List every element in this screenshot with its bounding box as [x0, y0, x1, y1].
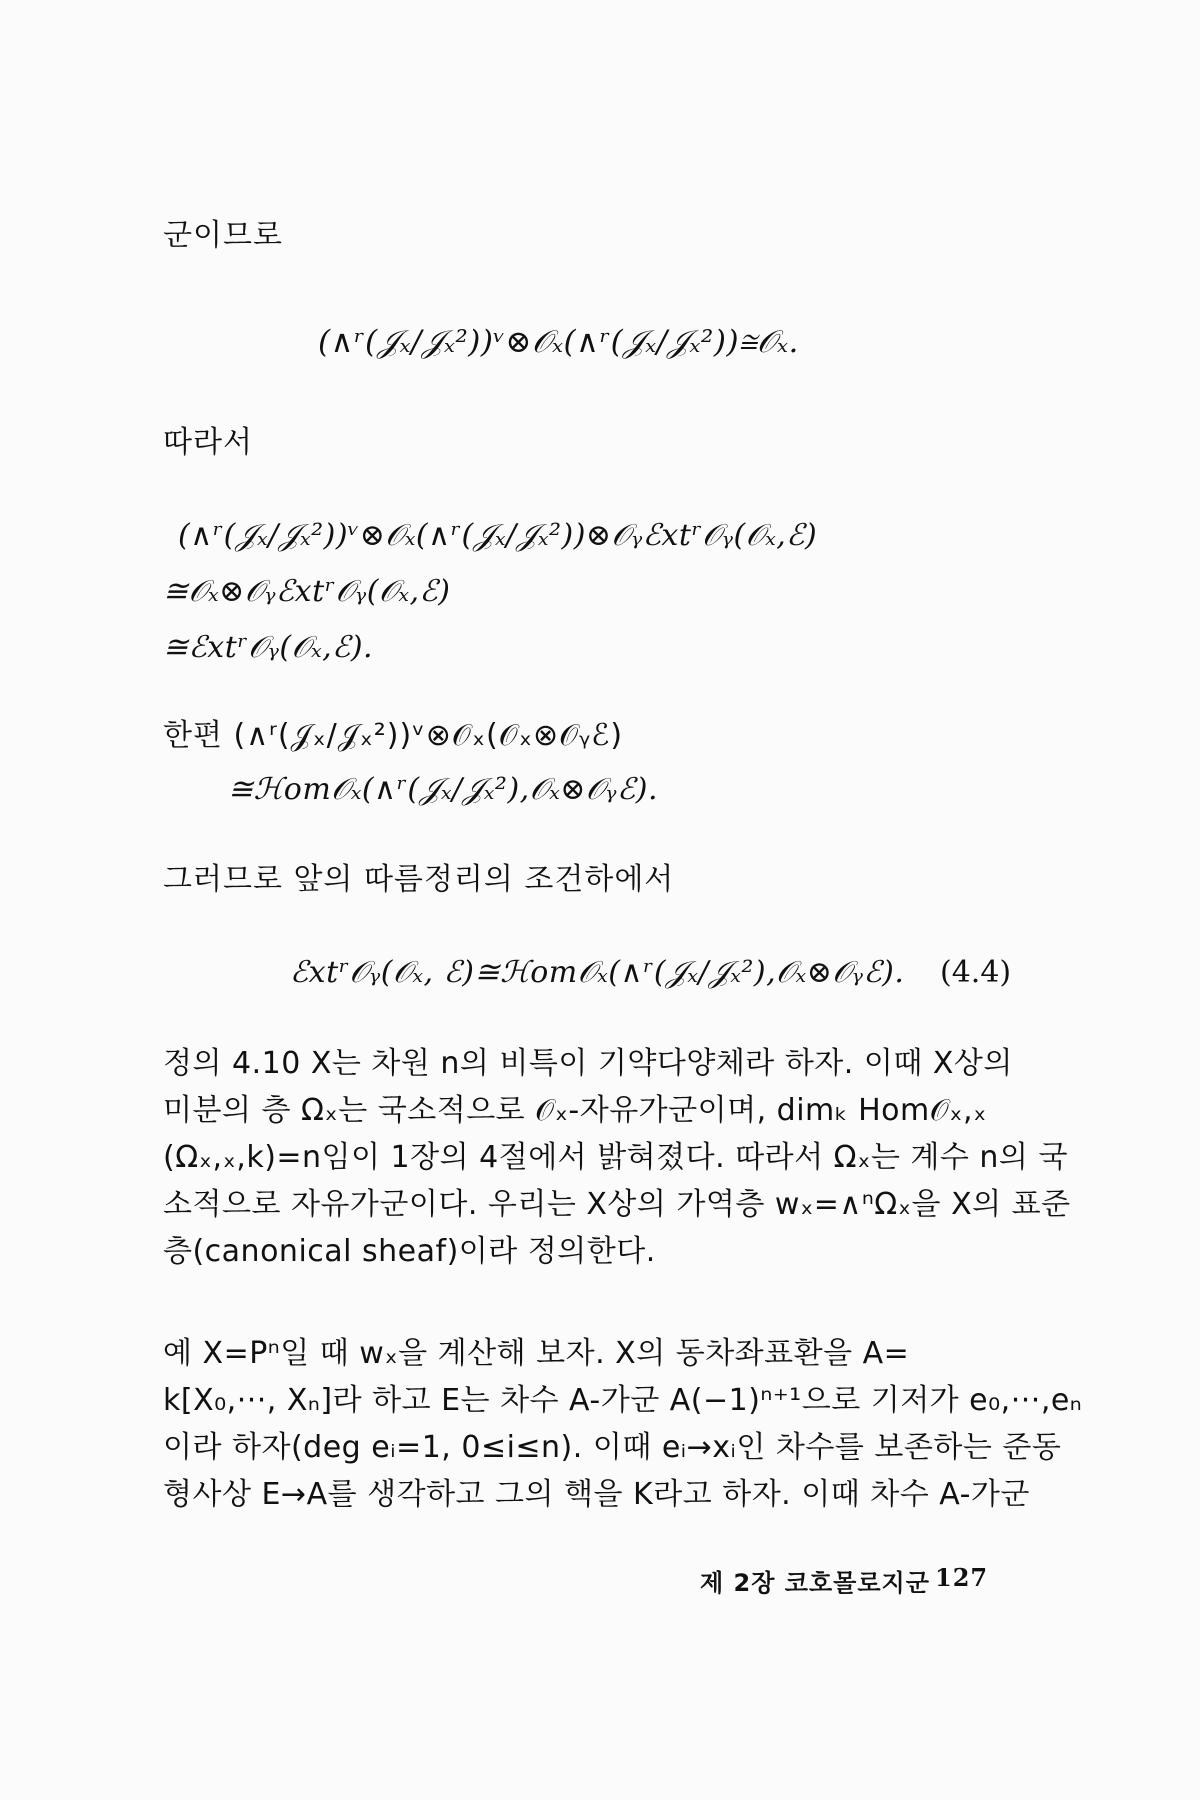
example-line: 형사상 E→A를 생각하고 그의 핵을 K라고 하자. 이때 차수 A-가군 [163, 1477, 1030, 1512]
equation-2b: ≅𝒪ₓ⊗𝒪ᵧℰxtʳ𝒪ᵧ(𝒪ₓ,ℰ) [163, 574, 451, 609]
definition-line: 층(canonical sheaf)이라 정의한다. [163, 1234, 656, 1269]
text-line-1: 군이므로 [163, 218, 283, 253]
definition-line: 미분의 층 Ωₓ는 국소적으로 𝒪ₓ-자유가군이며, dimₖ Hom𝒪ₓ,ₓ [163, 1093, 987, 1128]
example-line: 예 X=Pⁿ일 때 wₓ을 계산해 보자. X의 동차좌표환을 A= [163, 1336, 910, 1371]
text-line-2: 따라서 [163, 425, 253, 460]
equation-2a: (∧ʳ(𝒥ₓ/𝒥ₓ²))ᵛ⊗𝒪ₓ(∧ʳ(𝒥ₓ/𝒥ₓ²))⊗𝒪ᵧℰxtʳ𝒪ᵧ(𝒪ₓ,ℰ) [178, 518, 818, 553]
definition-line: (Ωₓ,ₓ,k)=n임이 1장의 4절에서 밝혀졌다. 따라서 Ωₓ는 계수 n의 국 [163, 1140, 1068, 1175]
example-paragraph [163, 1330, 1083, 1518]
equation-2c: ≅ℰxtʳ𝒪ᵧ(𝒪ₓ,ℰ). [163, 630, 374, 665]
text-line-4: 그러므로 앞의 따름정리의 조건하에서 [163, 862, 675, 897]
definition-line: 소적으로 자유가군이다. 우리는 X상의 가역층 wₓ=∧ⁿΩₓ을 X의 표준 [163, 1187, 1071, 1222]
page-number: 127 [935, 1563, 989, 1592]
equation-4: ℰxtʳ𝒪ᵧ(𝒪ₓ, ℰ)≅ℋom𝒪ₓ(∧ʳ(𝒥ₓ/𝒥ₓ²),𝒪ₓ⊗𝒪ᵧℰ). [290, 955, 905, 990]
example-line: k[X₀,···, Xₙ]라 하고 E는 차수 A-가군 A(−1)ⁿ⁺¹으로 기저가 e₀,···,eₙ [163, 1383, 1083, 1418]
equation-1: (∧ʳ(𝒥ₓ/𝒥ₓ²))ᵛ⊗𝒪ₓ(∧ʳ(𝒥ₓ/𝒥ₓ²))≅𝒪ₓ. [318, 324, 799, 360]
example-line: 이라 하자(deg eᵢ=1, 0≤i≤n). 이때 eᵢ→xᵢ인 차수를 보존하는 준동 [163, 1430, 1062, 1465]
definition-paragraph [163, 1040, 1071, 1275]
chapter-footer: 제 2장 코호몰로지군 [700, 1569, 930, 1597]
equation-3b: ≅ℋom𝒪ₓ(∧ʳ(𝒥ₓ/𝒥ₓ²),𝒪ₓ⊗𝒪ᵧℰ). [228, 772, 658, 807]
definition-line: 정의 4.10 X는 차원 n의 비특이 기약다양체라 하자. 이때 X상의 [163, 1046, 1013, 1081]
text-line-3: 한편 (∧ʳ(𝒥ₓ/𝒥ₓ²))ᵛ⊗𝒪ₓ(𝒪ₓ⊗𝒪ᵧℰ) [163, 718, 624, 753]
equation-number: (4.4) [940, 955, 1012, 990]
